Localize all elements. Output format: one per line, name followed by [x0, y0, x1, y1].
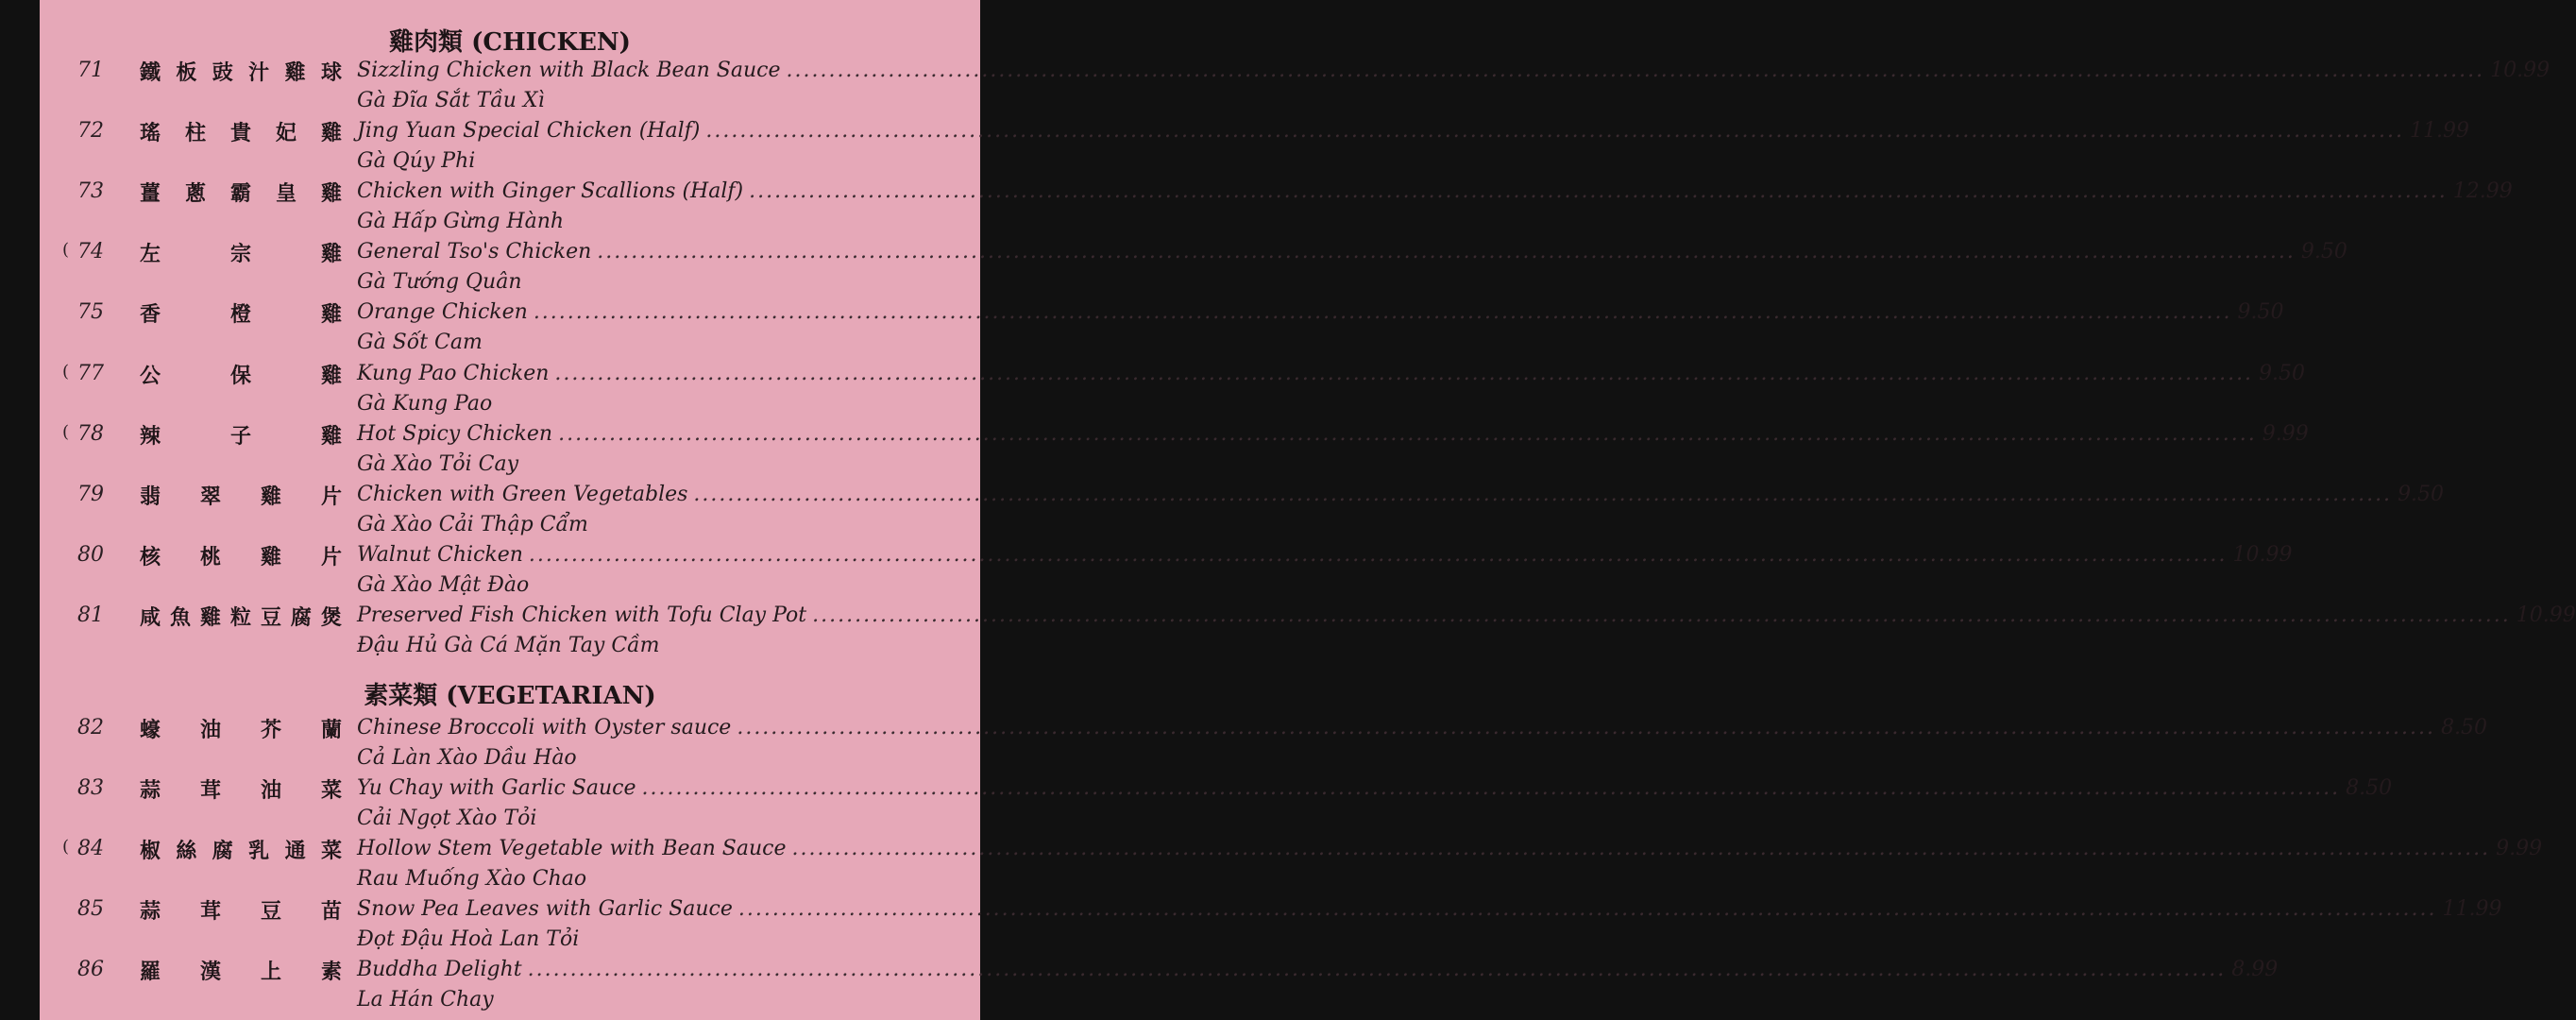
item-number-text: 78 — [77, 421, 104, 446]
item-number-text: 72 — [77, 119, 104, 144]
item-english-line — [357, 542, 2293, 567]
item-price: 8.99 — [2231, 958, 2279, 982]
item-chinese-name: 蠔 油 芥 蘭 — [140, 719, 342, 742]
item-english-line — [357, 897, 2502, 922]
item-number-text: 71 — [77, 59, 104, 82]
spicy-mark-icon: ( — [62, 837, 70, 858]
item-number-text: 84 — [77, 837, 104, 861]
section-header-vegetarian: 素菜類 (VEGETARIAN) — [364, 682, 656, 710]
item-english-line — [357, 482, 2445, 506]
item-vietnamese-name: Gà Đĩa Sắt Tầu Xì — [357, 89, 545, 112]
item-number — [77, 958, 115, 981]
menu-item[interactable] — [40, 300, 2284, 361]
item-number-text: 83 — [77, 776, 104, 801]
menu-item[interactable] — [40, 421, 2309, 483]
menu-item[interactable] — [40, 361, 2306, 422]
item-number — [62, 240, 115, 264]
item-number-text: 82 — [77, 716, 104, 740]
item-chinese-name: 羅 漢 上 素 — [140, 960, 342, 985]
item-price: 10.99 — [2516, 603, 2576, 627]
item-english-name: Kung Pao Chicken — [357, 361, 550, 385]
menu-page — [40, 0, 2576, 1020]
item-vietnamese-name: Gà Sốt Cam — [357, 331, 483, 355]
item-chinese-name: 咸 魚 雞 粒 豆 腐 煲 — [140, 605, 342, 630]
dot-leader: ........................................................................................................................................................................................................ — [554, 361, 2254, 385]
section-header-chicken: 雞肉類 (CHICKEN) — [389, 28, 631, 57]
item-chinese-name: 翡 翠 雞 片 — [140, 484, 342, 509]
menu-item[interactable] — [40, 542, 2293, 604]
item-vietnamese-name: Đậu Hủ Gà Cá Mặn Tay Cầm — [357, 633, 660, 657]
item-vietnamese-name: Cải Ngọt Xào Tỏi — [357, 807, 537, 831]
item-number — [77, 59, 115, 82]
dot-leader: ........................................................................................................................................................................................................ — [528, 542, 2228, 567]
item-number-text: 86 — [77, 958, 104, 982]
item-number — [77, 179, 115, 203]
menu-item[interactable] — [40, 776, 2393, 837]
item-number — [77, 604, 115, 627]
item-english-name: Preserved Fish Chicken with Tofu Clay Pot — [357, 603, 807, 627]
item-price: 10.99 — [2490, 59, 2551, 82]
item-english-line — [357, 776, 2393, 801]
item-english-name: General Tso's Chicken — [357, 240, 592, 264]
item-vietnamese-name: Gà Kung Pao — [357, 391, 493, 416]
item-price: 9.50 — [2398, 482, 2445, 506]
item-vietnamese-name: Gà Qúy Phi — [357, 149, 476, 174]
dot-leader: ........................................................................................................................................................................................................ — [558, 421, 2257, 446]
item-vietnamese-name: La Hán Chay — [357, 988, 494, 1012]
menu-item[interactable] — [40, 603, 2576, 664]
dot-leader: ........................................................................................................................................................................................................ — [749, 179, 2448, 204]
menu-item[interactable] — [40, 958, 2279, 1018]
dot-leader: ........................................................................................................................................................................................................ — [641, 776, 2341, 801]
item-english-name: Chicken with Ginger Scallions (Half) — [357, 179, 744, 204]
menu-item[interactable] — [40, 59, 2551, 119]
item-chinese-name: 蒜 茸 油 菜 — [140, 779, 342, 804]
item-number — [77, 300, 115, 324]
dot-leader: ........................................................................................................................................................................................................ — [693, 482, 2393, 506]
item-english-name: Hot Spicy Chicken — [357, 421, 553, 446]
item-english-name: Hollow Stem Vegetable with Bean Sauce — [357, 837, 787, 861]
menu-item[interactable] — [40, 837, 2543, 897]
item-chinese-name: 香 橙 雞 — [140, 303, 342, 328]
item-vietnamese-name: Gà Tướng Quân — [357, 270, 522, 295]
item-number-text: 75 — [77, 300, 104, 325]
item-chinese-name: 蒜 茸 豆 苗 — [140, 900, 342, 925]
spicy-mark-icon: ( — [62, 240, 70, 261]
item-english-name: Jing Yuan Special Chicken (Half) — [357, 119, 701, 144]
item-price: 9.99 — [2262, 421, 2309, 446]
item-price: 8.50 — [2440, 716, 2487, 740]
item-english-name: Chinese Broccoli with Oyster sauce — [357, 716, 732, 740]
item-vietnamese-name: Gà Xào Cải Thập Cẩm — [357, 512, 588, 536]
item-vietnamese-name: Đọt Đậu Hoà Lan Tỏi — [357, 927, 580, 952]
item-number-text: 77 — [77, 361, 104, 385]
item-english-name: Chicken with Green Vegetables — [357, 482, 688, 506]
item-price: 11.99 — [2442, 897, 2502, 922]
menu-item[interactable] — [40, 119, 2469, 179]
item-price: 10.99 — [2232, 542, 2293, 567]
dot-leader: ........................................................................................................................................................................................................ — [791, 837, 2491, 861]
item-price: 11.99 — [2410, 119, 2469, 144]
item-number — [77, 897, 115, 921]
item-chinese-name: 鐵 板 豉 汁 雞 球 — [140, 61, 342, 85]
item-english-line — [357, 421, 2309, 446]
item-number — [77, 119, 115, 143]
dot-leader: ........................................................................................................................................................................................................ — [737, 716, 2435, 740]
item-number — [77, 716, 115, 740]
item-english-line — [357, 716, 2487, 740]
item-number-text: 73 — [77, 179, 104, 204]
item-number — [77, 776, 115, 800]
item-vietnamese-name: Gà Xào Mật Đào — [357, 572, 530, 597]
item-english-line — [357, 59, 2551, 82]
dot-leader: ........................................................................................................................................................................................................ — [597, 240, 2296, 264]
item-chinese-name: 核 桃 雞 片 — [140, 545, 342, 570]
item-number-text: 74 — [77, 240, 104, 264]
item-vietnamese-name: Cả Làn Xào Dầu Hào — [357, 746, 577, 770]
item-price: 12.99 — [2452, 179, 2513, 204]
dot-leader: ........................................................................................................................................................................................................ — [527, 958, 2227, 982]
item-english-name: Yu Chay with Garlic Sauce — [357, 776, 636, 801]
item-english-name: Walnut Chicken — [357, 542, 523, 567]
item-english-line — [357, 179, 2513, 204]
item-english-line — [357, 119, 2469, 144]
item-english-name: Sizzling Chicken with Black Bean Sauce — [357, 59, 781, 82]
dot-leader: ........................................................................................................................................................................................................ — [705, 119, 2404, 144]
item-vietnamese-name: Gà Xào Tỏi Cay — [357, 451, 519, 476]
menu-item[interactable] — [40, 240, 2347, 300]
menu-item[interactable] — [40, 482, 2445, 543]
item-price: 8.50 — [2346, 776, 2393, 801]
item-english-line — [357, 603, 2576, 627]
item-price: 9.50 — [2259, 361, 2306, 385]
item-number-text: 80 — [77, 542, 104, 567]
item-vietnamese-name: Rau Muống Xào Chao — [357, 867, 587, 892]
item-english-name: Buddha Delight — [357, 958, 522, 982]
item-number — [77, 483, 115, 506]
item-price: 9.99 — [2496, 837, 2543, 861]
dot-leader: ........................................................................................................................................................................................................ — [786, 59, 2485, 82]
spicy-mark-icon: ( — [62, 421, 70, 442]
item-chinese-name: 瑤 柱 貴 妃 雞 — [140, 122, 342, 146]
spicy-mark-icon: ( — [62, 361, 70, 382]
item-english-line — [357, 837, 2543, 861]
item-vietnamese-name: Gà Hấp Gừng Hành — [357, 210, 565, 234]
item-english-line — [357, 361, 2306, 385]
item-number — [62, 361, 115, 385]
item-chinese-name: 左 宗 雞 — [140, 243, 342, 267]
menu-item[interactable] — [40, 179, 2513, 240]
item-chinese-name: 辣 子 雞 — [140, 424, 342, 449]
item-english-line — [357, 300, 2284, 325]
dot-leader: ........................................................................................................................................................................................................ — [737, 897, 2437, 922]
item-number-text: 85 — [77, 897, 104, 922]
item-number-text: 81 — [77, 603, 104, 627]
item-english-line — [357, 958, 2279, 982]
item-price: 9.50 — [2300, 240, 2347, 264]
item-chinese-name: 公 保 雞 — [140, 364, 342, 388]
item-number — [77, 543, 115, 567]
item-chinese-name: 薑 蔥 霸 皇 雞 — [140, 182, 342, 207]
item-price: 9.50 — [2237, 300, 2284, 325]
dot-leader: ........................................................................................................................................................................................................ — [812, 603, 2511, 627]
dot-leader: ........................................................................................................................................................................................................ — [533, 300, 2232, 325]
item-english-line — [357, 240, 2347, 264]
item-number — [62, 837, 115, 861]
menu-item[interactable] — [40, 716, 2487, 776]
item-number — [62, 421, 115, 446]
item-number-text: 79 — [77, 482, 104, 506]
item-chinese-name: 椒 絲 腐 乳 通 菜 — [140, 840, 342, 864]
item-english-name: Orange Chicken — [357, 300, 528, 325]
menu-item[interactable] — [40, 897, 2502, 958]
item-english-name: Snow Pea Leaves with Garlic Sauce — [357, 897, 733, 922]
